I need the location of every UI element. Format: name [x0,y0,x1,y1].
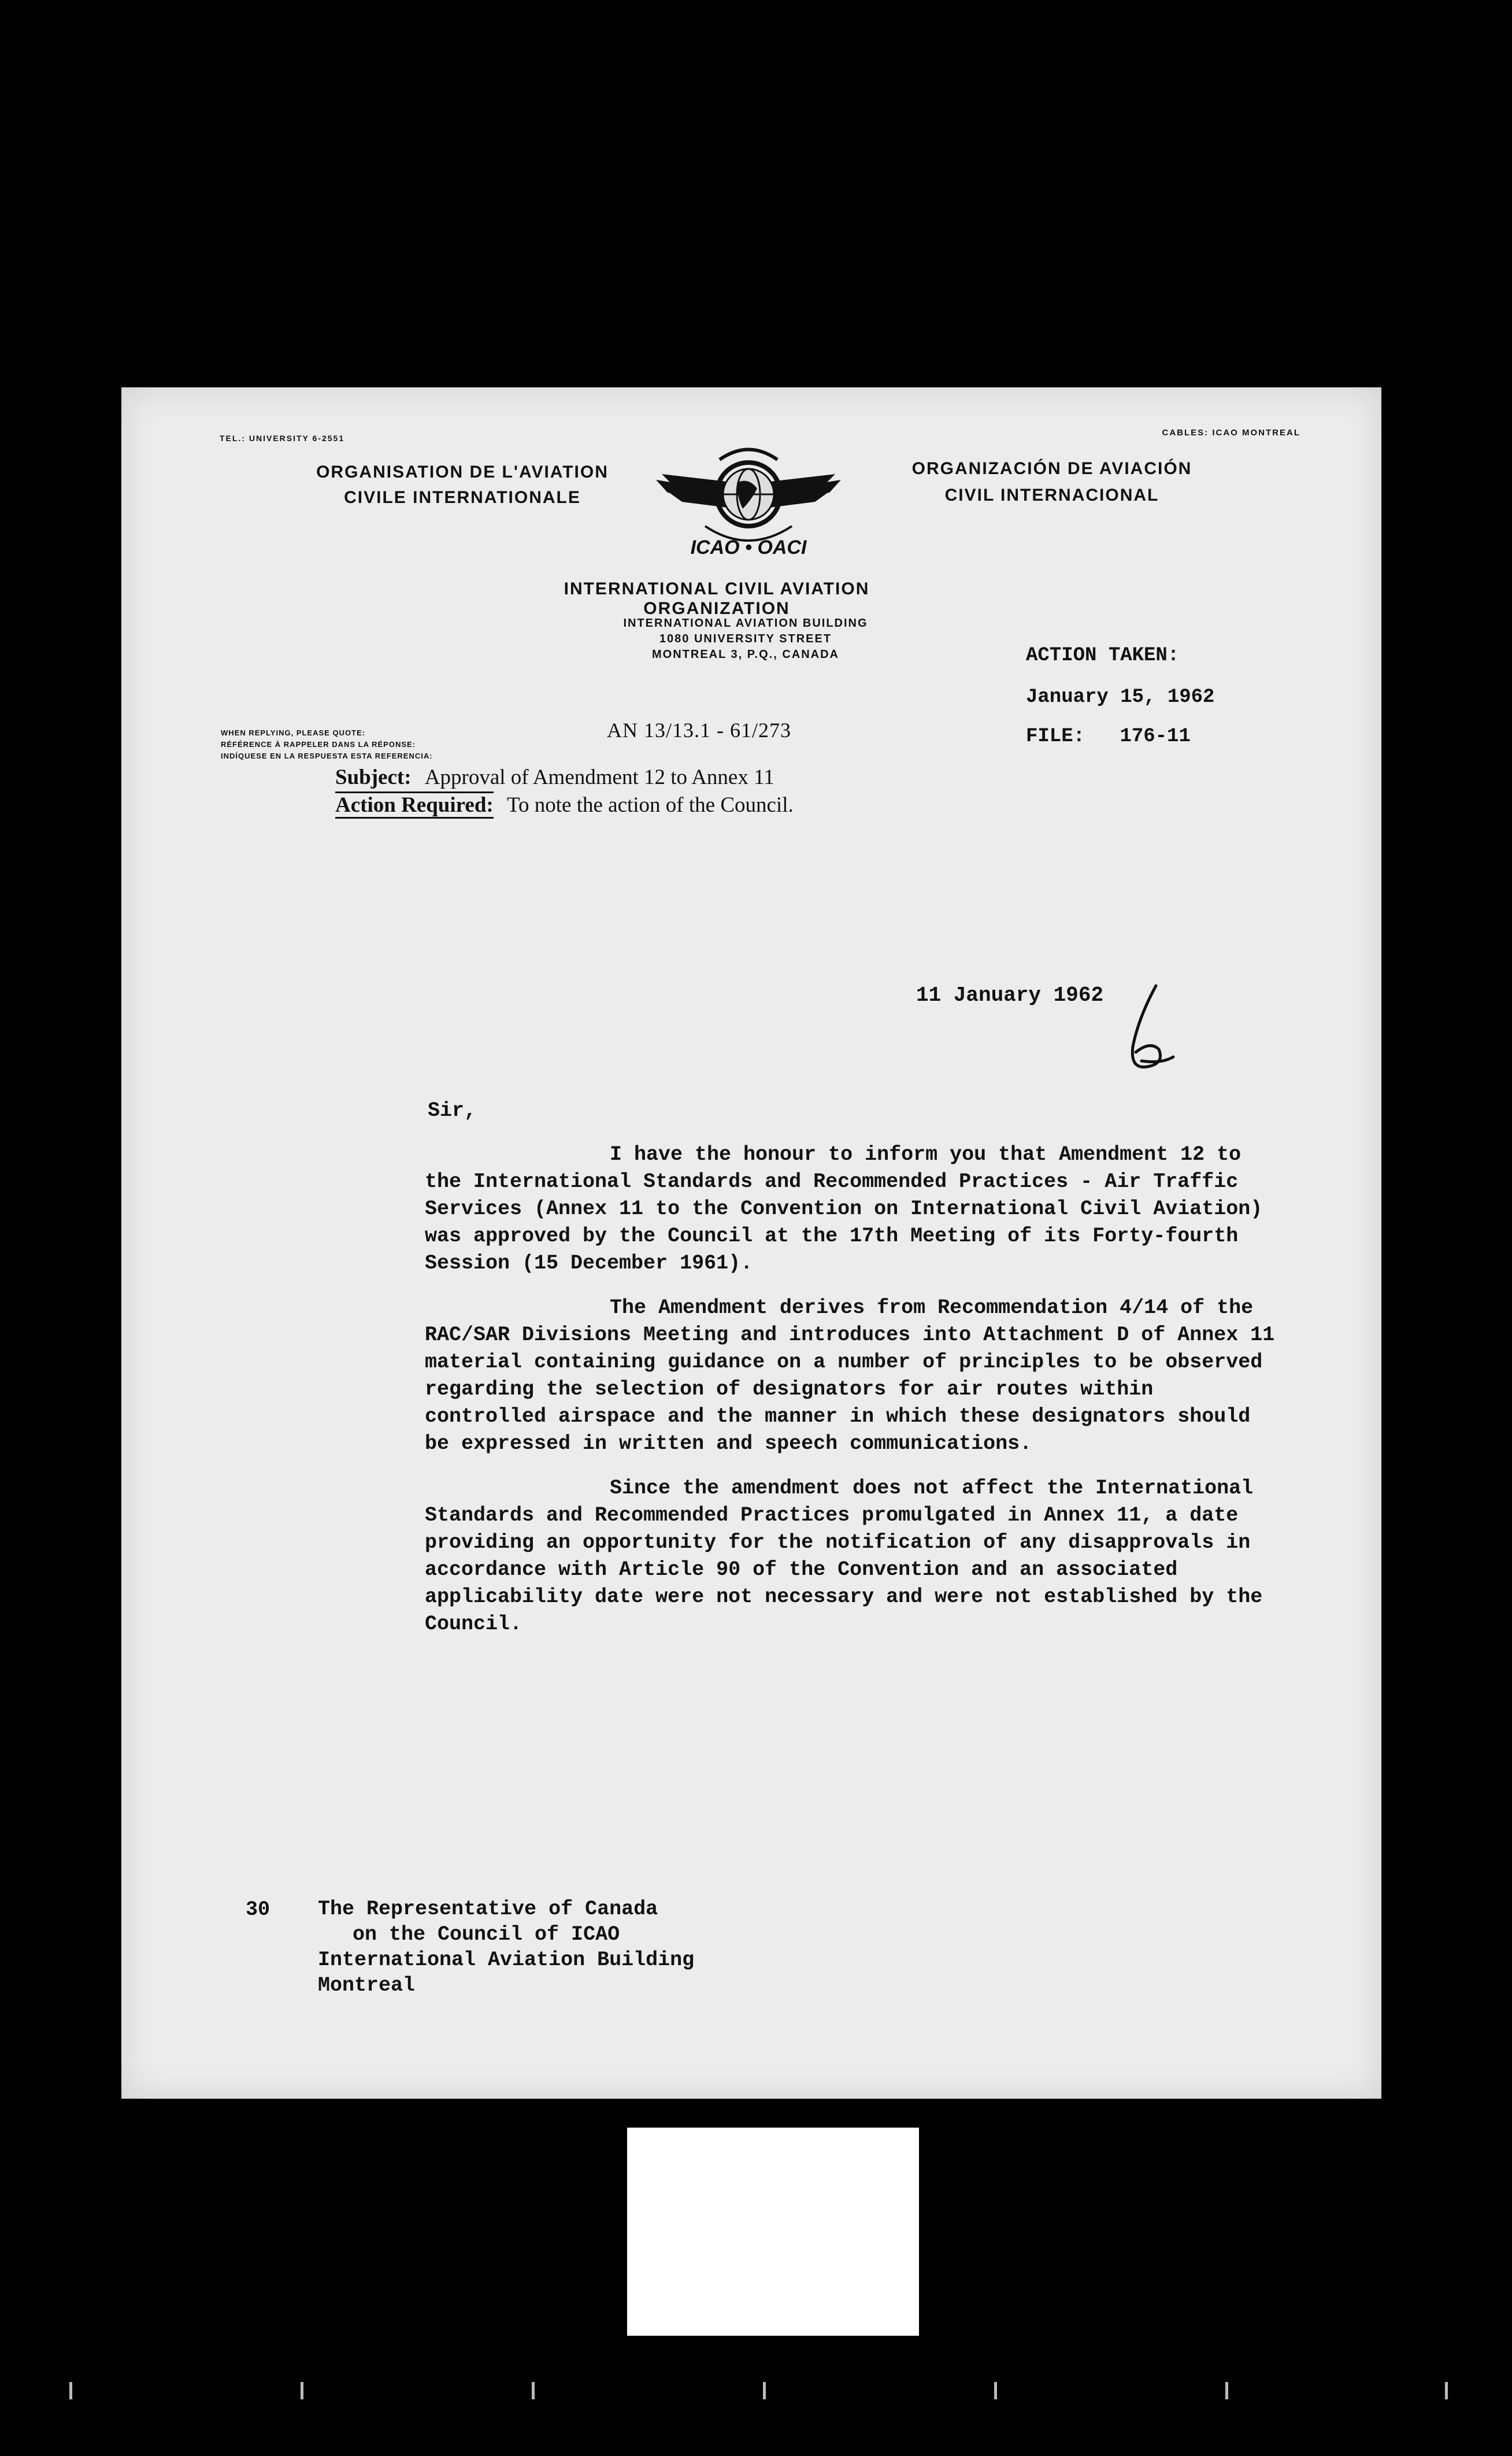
film-edge-mark [301,2382,303,2399]
action-required-line [335,792,794,819]
subject-label: Subject: [335,765,412,789]
salutation: Sir, [428,1099,477,1122]
telephone-line: TEL.: UNIVERSITY 6-2551 [220,434,345,443]
addressee-line1: The Representative of Canada [318,1898,658,1921]
action-taken-label: ACTION TAKEN: [1026,645,1180,667]
action-taken-stamp [1026,639,1214,753]
cables-line: CABLES: ICAO MONTREAL [1162,428,1300,438]
reply-note-line1: WHEN REPLYING, PLEASE QUOTE: [221,728,365,737]
film-edge-mark [69,2382,72,2399]
letter-page [121,387,1381,2099]
body-paragraph: Since the amendment does not affect the International Standards and Recommended Practices promulgated in Annex 11, a date providing an opportunity for the notification of any disapprovals in accordance with Article 90 of the Convention and an associated applicability date were not necessary and were not established by the Council. [425,1477,1263,1636]
subject-text: Approval of Amendment 12 to Annex 11 [424,765,774,789]
org-name-spanish-line1: ORGANIZACIÓN DE AVIACIÓN [911,459,1192,478]
subject-line [335,764,774,791]
film-edge-mark [532,2382,535,2399]
addressee-line4: Montreal [318,1974,416,1997]
address-block [601,616,890,663]
body-paragraph: The Amendment derives from Recommendation 4/14 of the RAC/SAR Divisions Meeting and introduces into Attachment D of Annex 11 material containing guidance on a number of principles to be observed regarding the selection of designators for air routes within controlled airspace and the manner in which these designators should be expressed in written and speech communications. [425,1296,1275,1455]
logo-ring-text: ICAO • OACI [690,537,807,558]
blank-card [627,2128,919,2336]
address-line2: 1080 UNIVERSITY STREET [659,633,832,645]
file-label: FILE: [1026,726,1085,748]
reply-note-line3: INDÍQUESE EN LA RESPUESTA ESTA REFERENCIA: [221,752,433,760]
film-edge-mark [1225,2382,1228,2399]
address-line1: INTERNATIONAL AVIATION BUILDING [623,617,868,630]
org-name-french-line2: CIVILE INTERNATIONALE [344,488,581,507]
address-line3: MONTREAL 3, P.Q., CANADA [652,648,839,661]
body-paragraph: I have the honour to inform you that Amendment 12 to the International Standards and Recommended Practices - Air Traffic Services (Annex 11 to the Convention on International Civil Aviation) was approved by the Council at the 17th Meeting of its Forty-fourth Session (15 December 1961). [425,1143,1263,1275]
addressee-line3: International Aviation Building [318,1948,695,1972]
org-name-french [289,460,636,511]
reply-note-line2: RÉFÉRENCE À RAPPELER DANS LA RÉPONSE: [221,740,416,749]
org-name-french-line1: ORGANISATION DE L'AVIATION [316,463,609,482]
handwritten-mark-text: 6 [1144,1065,1148,1071]
film-edge-mark [1445,2382,1448,2399]
film-edge-mark [763,2382,766,2399]
film-edge-mark [994,2382,997,2399]
letter-body [425,1141,1280,1655]
org-name-english: INTERNATIONAL CIVIL AVIATION ORGANIZATION [564,579,870,618]
icao-emblem-icon [650,439,847,561]
addressee-line2: on the Council of ICAO [353,1923,620,1946]
action-taken-date: January 15, 1962 [1026,686,1215,708]
reply-reference-note [221,727,433,762]
org-name-spanish-line2: CIVIL INTERNACIONAL [944,486,1159,505]
handwritten-mark [1116,983,1179,1081]
reference-number: AN 13/13.1 - 61/273 [607,719,791,742]
file-number: 176-11 [1120,726,1191,748]
file-line [1026,720,1214,753]
action-required-text: To note the action of the Council. [506,793,794,817]
letter-date: 11 January 1962 [916,983,1104,1007]
addressee-number: 30 [246,1898,270,1921]
org-name-spanish [873,456,1231,509]
action-required-label: Action Required: [335,791,494,819]
addressee-block [318,1896,694,1998]
